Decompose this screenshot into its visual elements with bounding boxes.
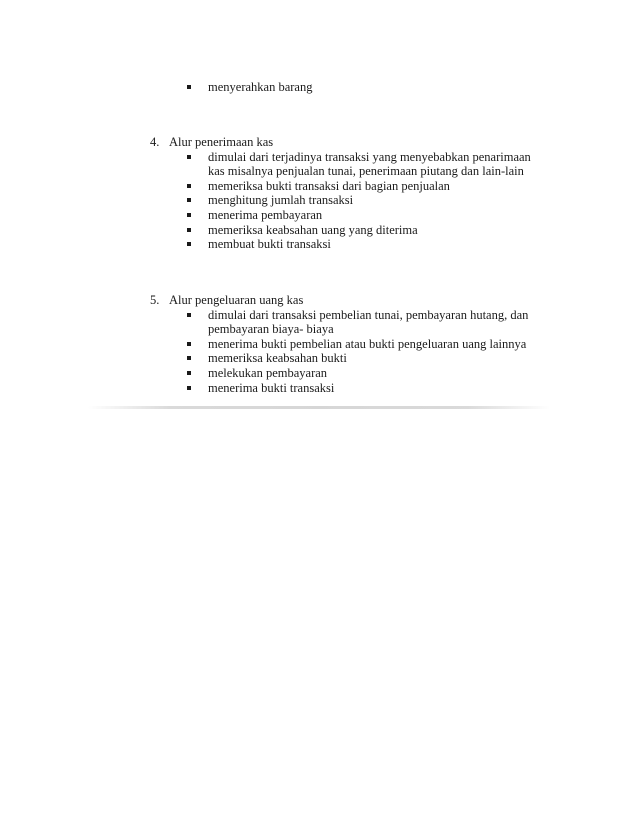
section-heading bbox=[0, 135, 638, 150]
section-pengeluaran-kas bbox=[0, 293, 638, 395]
list-item bbox=[0, 366, 638, 381]
list-item bbox=[0, 237, 638, 252]
list-item bbox=[0, 179, 638, 194]
list-item bbox=[0, 351, 638, 366]
section-number: 5. bbox=[150, 293, 160, 307]
section-penerimaan-kas bbox=[0, 135, 638, 252]
section-title: Alur pengeluaran uang kas bbox=[169, 293, 304, 307]
square-bullet-icon bbox=[187, 371, 191, 375]
square-bullet-icon bbox=[187, 356, 191, 360]
page-divider bbox=[88, 406, 550, 409]
list-item bbox=[0, 150, 638, 179]
list-item-text: memeriksa keabsahan uang yang diterima bbox=[208, 222, 418, 237]
list-item-text: menyerahkan barang bbox=[208, 80, 313, 94]
section-number: 4. bbox=[150, 135, 160, 149]
list-item bbox=[0, 308, 638, 337]
list-item bbox=[0, 337, 638, 352]
square-bullet-icon bbox=[187, 155, 191, 159]
square-bullet-icon bbox=[187, 313, 191, 317]
square-bullet-icon bbox=[187, 85, 191, 89]
list-item-text: dimulai dari transaksi pembelian tunai, pembayaran hutang, dan pembayaran biaya- biaya bbox=[208, 307, 529, 337]
list-item-text: memeriksa keabsahan bukti bbox=[208, 351, 347, 366]
square-bullet-icon bbox=[187, 342, 191, 346]
list-item-text: memeriksa bukti transaksi dari bagian penjualan bbox=[208, 178, 450, 193]
list-item-text: dimulai dari terjadinya transaksi yang menyebabkan penarimaan kas misalnya penjualan tunai, penerimaan piutang dan lain-lain bbox=[208, 149, 531, 179]
list-item-text: menghitung jumlah transaksi bbox=[208, 193, 354, 208]
square-bullet-icon bbox=[187, 213, 191, 217]
list-item bbox=[0, 193, 638, 208]
list-item-text: menerima pembayaran bbox=[208, 207, 323, 222]
list-item bbox=[0, 208, 638, 223]
square-bullet-icon bbox=[187, 242, 191, 246]
section-title: Alur penerimaan kas bbox=[169, 135, 274, 149]
square-bullet-icon bbox=[187, 198, 191, 202]
section-heading bbox=[0, 293, 638, 308]
list-item-text: menerima bukti pembelian atau bukti pengeluaran uang lainnya bbox=[208, 336, 527, 351]
list-item bbox=[0, 80, 638, 95]
top-bullet-list bbox=[0, 80, 638, 95]
list-item-text: melekukan pembayaran bbox=[208, 365, 328, 380]
square-bullet-icon bbox=[187, 228, 191, 232]
list-item-text: membuat bukti transaksi bbox=[208, 237, 331, 252]
list-item bbox=[0, 381, 638, 396]
square-bullet-icon bbox=[187, 184, 191, 188]
square-bullet-icon bbox=[187, 386, 191, 390]
list-item-text: menerima bukti transaksi bbox=[208, 380, 335, 395]
list-item bbox=[0, 223, 638, 238]
